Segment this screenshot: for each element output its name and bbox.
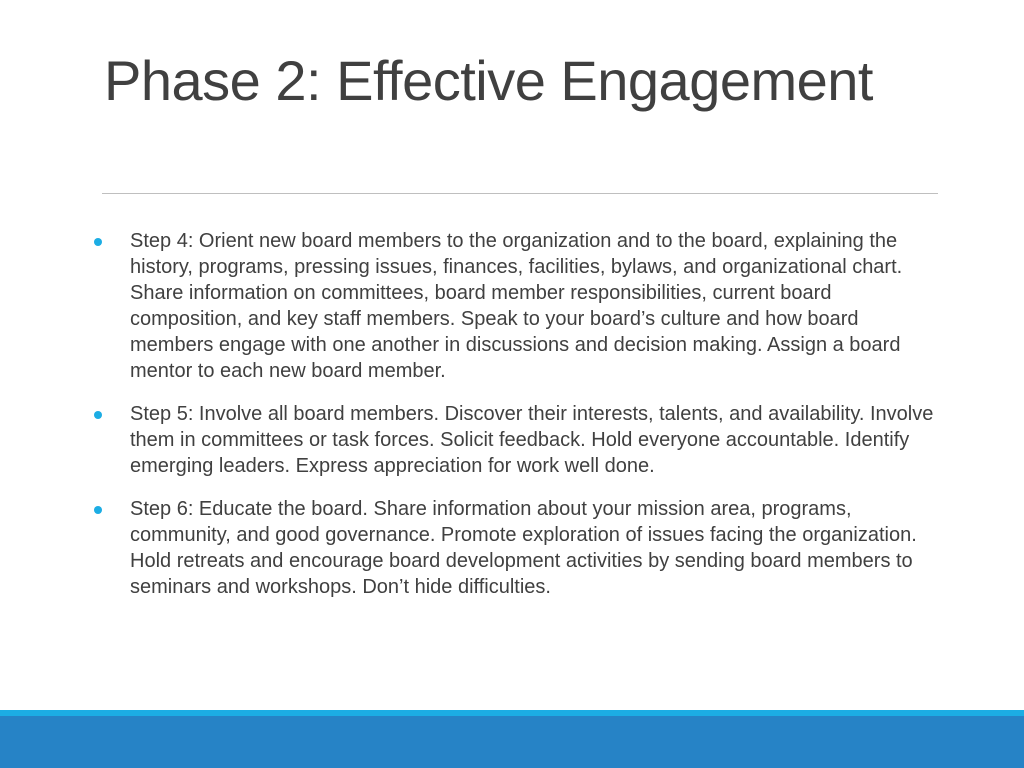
slide-title: Phase 2: Effective Engagement (104, 49, 873, 112)
bullet-text: Step 4: Orient new board members to the organization and to the board, explaining the history, programs, pressing issues, finances, facilities, bylaws, and organizational chart. Share information on committees, board member responsibilities, current board composition, and key staff members. Speak to your board’s culture and how board members engage with one another in discussions and decision making. Assign a board mentor to each new board member. (130, 230, 903, 382)
bullet-item (88, 228, 938, 384)
bullet-list (88, 228, 938, 617)
bullet-dot-icon (94, 238, 102, 246)
bullet-text: Step 6: Educate the board. Share information about your mission area, programs, community, and good governance. Promote exploration of issues facing the organization. Hold retreats and encourage board development activities by sending board members to seminars and workshops. Don’t hide difficulties. (130, 498, 917, 598)
bullet-item (88, 401, 938, 479)
bullet-dot-icon (94, 411, 102, 419)
bullet-item (88, 496, 938, 600)
footer-bar (0, 716, 1024, 768)
title-divider (102, 193, 938, 194)
bullet-text: Step 5: Involve all board members. Discover their interests, talents, and availability. Involve them in committees or task forces. Solicit feedback. Hold everyone accountable. Identify emerging leaders. Express appreciation for work well done. (130, 403, 934, 477)
bullet-dot-icon (94, 506, 102, 514)
